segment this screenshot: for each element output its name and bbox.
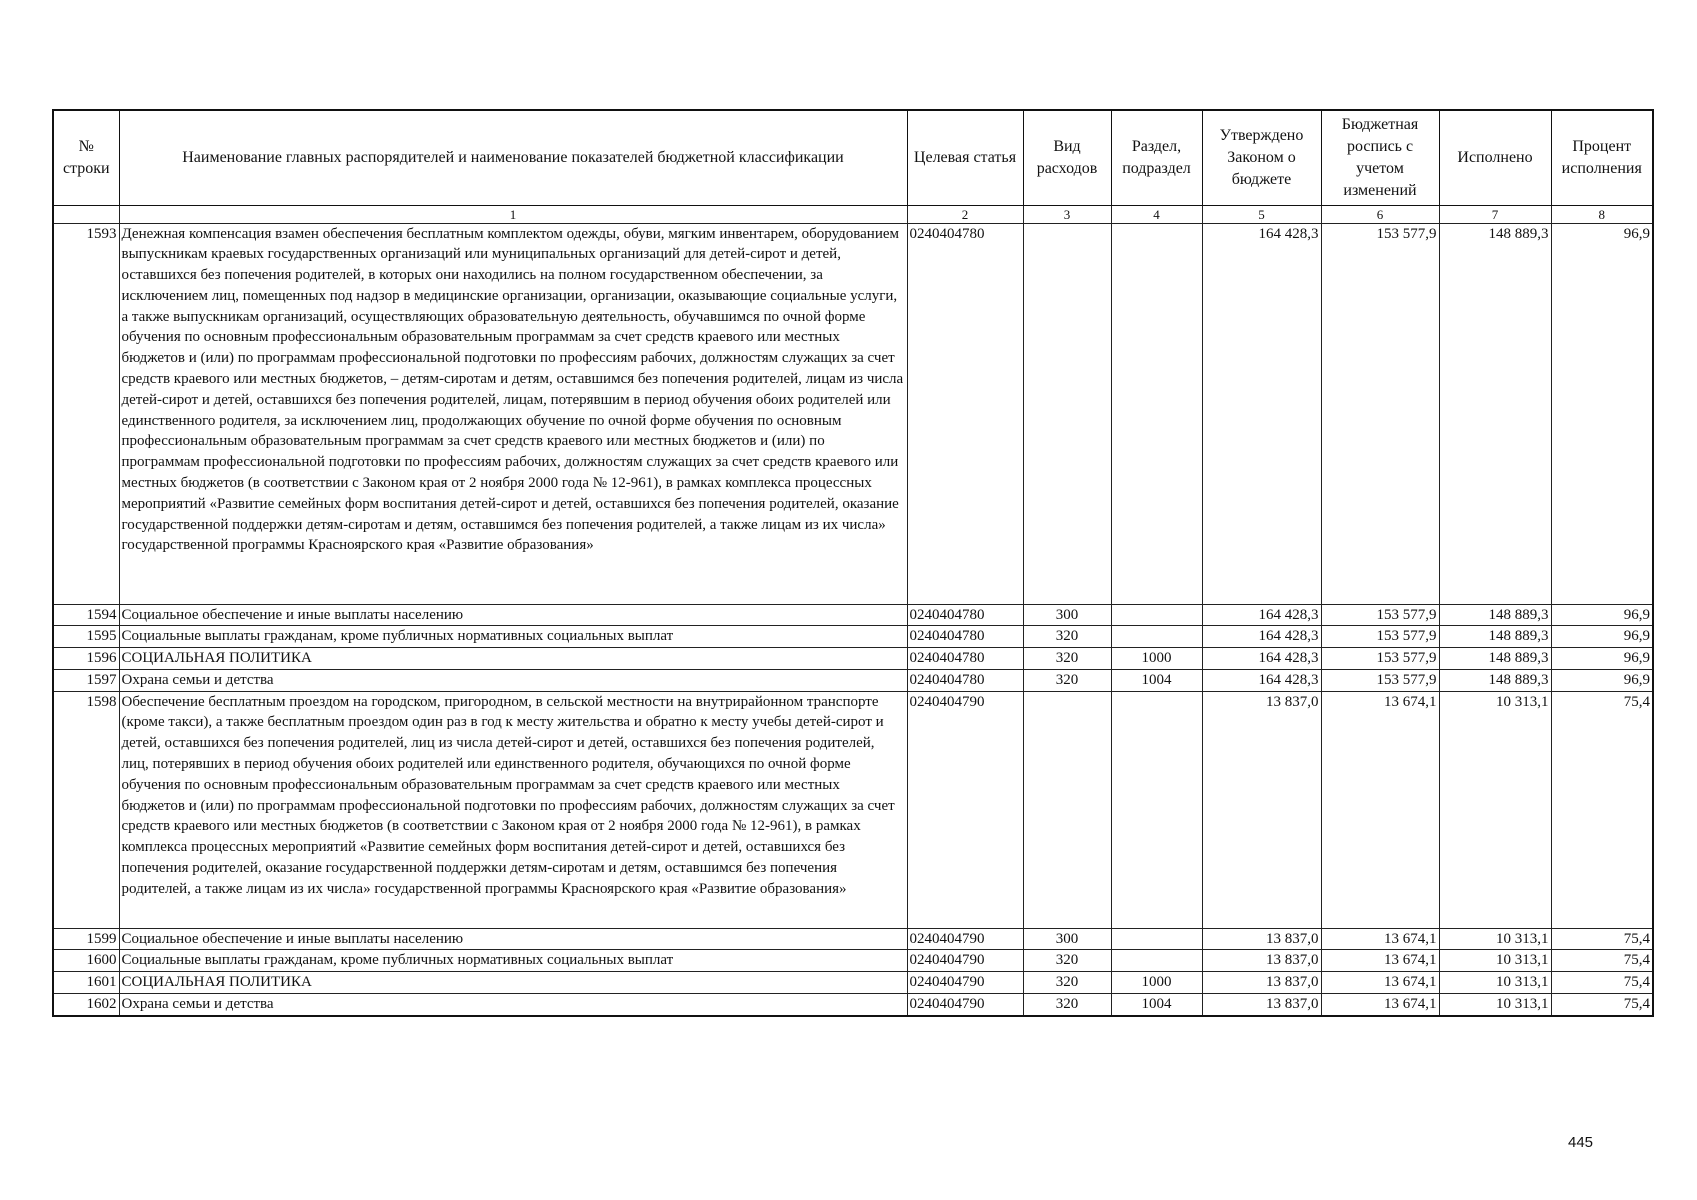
column-number-blank: [53, 205, 119, 223]
row-executed: 10 313,1: [1439, 994, 1551, 1016]
row-revised: 13 674,1: [1321, 691, 1439, 928]
table-row: [53, 994, 1653, 1016]
row-section: [1111, 928, 1202, 950]
row-revised: 153 577,9: [1321, 604, 1439, 626]
row-number: 1596: [53, 648, 119, 670]
row-target-article: 0240404780: [907, 223, 1023, 604]
row-number: 1593: [53, 223, 119, 604]
table-row: [53, 972, 1653, 994]
row-executed: 10 313,1: [1439, 950, 1551, 972]
header-approved: Утверждено Законом о бюджете: [1202, 110, 1321, 205]
row-revised: 153 577,9: [1321, 223, 1439, 604]
row-section: [1111, 950, 1202, 972]
row-number: 1601: [53, 972, 119, 994]
header-executed: Исполнено: [1439, 110, 1551, 205]
row-revised: 13 674,1: [1321, 950, 1439, 972]
row-name: Социальное обеспечение и иные выплаты населению: [119, 604, 907, 626]
row-expense-type: 320: [1023, 669, 1111, 691]
table-row: [53, 928, 1653, 950]
row-number: 1594: [53, 604, 119, 626]
budget-sheet: [52, 109, 1652, 1017]
row-approved: 13 837,0: [1202, 972, 1321, 994]
row-number: 1602: [53, 994, 119, 1016]
row-revised: 153 577,9: [1321, 626, 1439, 648]
row-executed: 148 889,3: [1439, 669, 1551, 691]
row-executed: 10 313,1: [1439, 972, 1551, 994]
header-revised: Бюджетная роспись с учетом изменений: [1321, 110, 1439, 205]
row-percent: 96,9: [1551, 223, 1653, 604]
row-approved: 164 428,3: [1202, 604, 1321, 626]
row-expense-type: [1023, 691, 1111, 928]
column-number: 2: [907, 205, 1023, 223]
table-row: [53, 648, 1653, 670]
row-name: Социальные выплаты гражданам, кроме публичных нормативных социальных выплат: [119, 950, 907, 972]
row-revised: 13 674,1: [1321, 928, 1439, 950]
row-name: Социальные выплаты гражданам, кроме публичных нормативных социальных выплат: [119, 626, 907, 648]
row-percent: 75,4: [1551, 691, 1653, 928]
column-number: 3: [1023, 205, 1111, 223]
row-percent: 75,4: [1551, 994, 1653, 1016]
row-approved: 164 428,3: [1202, 223, 1321, 604]
table-row: [53, 626, 1653, 648]
row-number: 1598: [53, 691, 119, 928]
column-number: 6: [1321, 205, 1439, 223]
row-percent: 75,4: [1551, 950, 1653, 972]
row-name: СОЦИАЛЬНАЯ ПОЛИТИКА: [119, 648, 907, 670]
row-revised: 13 674,1: [1321, 972, 1439, 994]
row-executed: 148 889,3: [1439, 626, 1551, 648]
row-target-article: 0240404780: [907, 648, 1023, 670]
row-executed: 10 313,1: [1439, 691, 1551, 928]
column-number: 5: [1202, 205, 1321, 223]
row-expense-type: 320: [1023, 626, 1111, 648]
row-approved: 13 837,0: [1202, 928, 1321, 950]
header-expense-type: Вид расходов: [1023, 110, 1111, 205]
row-approved: 13 837,0: [1202, 950, 1321, 972]
row-approved: 13 837,0: [1202, 994, 1321, 1016]
row-number: 1595: [53, 626, 119, 648]
row-number: 1600: [53, 950, 119, 972]
row-section: [1111, 223, 1202, 604]
table-row: [53, 669, 1653, 691]
row-section: [1111, 691, 1202, 928]
table-row: [53, 691, 1653, 928]
row-executed: 148 889,3: [1439, 604, 1551, 626]
column-number-row: [53, 205, 1653, 223]
row-expense-type: 320: [1023, 972, 1111, 994]
row-percent: 75,4: [1551, 972, 1653, 994]
row-section: 1000: [1111, 972, 1202, 994]
row-percent: 96,9: [1551, 648, 1653, 670]
header-target-article: Целевая статья: [907, 110, 1023, 205]
table-body: [53, 205, 1653, 1016]
row-section: 1004: [1111, 669, 1202, 691]
row-expense-type: 300: [1023, 604, 1111, 626]
row-name: Социальное обеспечение и иные выплаты населению: [119, 928, 907, 950]
row-target-article: 0240404790: [907, 928, 1023, 950]
row-expense-type: 320: [1023, 950, 1111, 972]
column-number: 4: [1111, 205, 1202, 223]
row-executed: 148 889,3: [1439, 223, 1551, 604]
row-approved: 164 428,3: [1202, 648, 1321, 670]
page-number: 445: [1568, 1134, 1594, 1151]
table-row: [53, 950, 1653, 972]
row-name: СОЦИАЛЬНАЯ ПОЛИТИКА: [119, 972, 907, 994]
row-percent: 75,4: [1551, 928, 1653, 950]
budget-table: [52, 109, 1654, 1017]
row-expense-type: [1023, 223, 1111, 604]
column-number: 8: [1551, 205, 1653, 223]
row-section: 1000: [1111, 648, 1202, 670]
row-revised: 153 577,9: [1321, 669, 1439, 691]
row-name: Охрана семьи и детства: [119, 669, 907, 691]
column-number: 1: [119, 205, 907, 223]
header-row-number: № строки: [53, 110, 119, 205]
table-header-row: [53, 110, 1653, 205]
row-target-article: 0240404790: [907, 950, 1023, 972]
header-section: Раздел, подраздел: [1111, 110, 1202, 205]
row-expense-type: 320: [1023, 994, 1111, 1016]
header-percent: Процент исполнения: [1551, 110, 1653, 205]
table-row: [53, 604, 1653, 626]
row-number: 1599: [53, 928, 119, 950]
row-approved: 164 428,3: [1202, 669, 1321, 691]
row-approved: 13 837,0: [1202, 691, 1321, 928]
row-percent: 96,9: [1551, 604, 1653, 626]
row-target-article: 0240404780: [907, 669, 1023, 691]
row-percent: 96,9: [1551, 669, 1653, 691]
row-section: [1111, 626, 1202, 648]
header-name: Наименование главных распорядителей и наименование показателей бюджетной классификации: [119, 110, 907, 205]
row-section: 1004: [1111, 994, 1202, 1016]
row-target-article: 0240404780: [907, 626, 1023, 648]
row-revised: 153 577,9: [1321, 648, 1439, 670]
row-expense-type: 300: [1023, 928, 1111, 950]
row-revised: 13 674,1: [1321, 994, 1439, 1016]
row-number: 1597: [53, 669, 119, 691]
table-row: [53, 223, 1653, 604]
row-expense-type: 320: [1023, 648, 1111, 670]
row-name: Денежная компенсация взамен обеспечения бесплатным комплектом одежды, обуви, мягким инвентарем, оборудованием выпускникам краевых государственных организаций или муниципальных организаций для детей-сирот и детей, оставшихся без попечения родителей, в которых они находились на полном государственном обеспечении, за исключением лиц, помещенных под надзор в медицинские организации, организации, оказывающие социальные услуги, а также выпускникам организаций, осуществляющих образовательную деятельность, обучавшимся по очной форме обучения по основным профессиональным образовательным программам за счет средств краевого или местных бюджетов и (или) по программам профессиональной подготовки по профессиям рабочих, должностям служащих за счет средств краевого или местных бюджетов, – детям-сиротам и детям, оставшимся без попечения родителей, лицам из числа детей-сирот и детей, оставшихся без попечения родителей, лицам, потерявшим в период обучения обоих родителей или единственного родителя, за исключением лиц, продолжающих обучение по очной форме обучения по основным профессиональным образовательным программам за счет средств краевого или местных бюджетов и (или) по программам профессиональной подготовки по профессиям рабочих, должностям служащих за счет средств краевого или местных бюджетов (в соответствии с Законом края от 2 ноября 2000 года № 12-961), в рамках комплекса процессных мероприятий «Развитие семейных форм воспитания детей-сирот и детей, оставшихся без попечения родителей, оказание государственной поддержки детям-сиротам и детям, оставшимся без попечения родителей, а также лицам из их числа» государственной программы Красноярского края «Развитие образования»: [119, 223, 907, 604]
row-percent: 96,9: [1551, 626, 1653, 648]
row-name: Обеспечение бесплатным проездом на городском, пригородном, в сельской местности на внутрирайонном транспорте (кроме такси), а также бесплатным проездом один раз в год к месту жительства и обратно к месту учебы детей-сирот и детей, оставшихся без попечения родителей, лиц из числа детей-сирот и детей, оставшихся без попечения родителей, лиц, потерявших в период обучения обоих родителей или единственного родителя, обучающихся по очной форме обучения по основным профессиональным образовательным программам за счет средств краевого или местных бюджетов и (или) по программам профессиональной подготовки по профессиям рабочих, должностям служащих за счет средств краевого или местных бюджетов (в соответствии с Законом края от 2 ноября 2000 года № 12-961), в рамках комплекса процессных мероприятий «Развитие семейных форм воспитания детей-сирот и детей, оставшихся без попечения родителей, оказание государственной поддержки детям-сиротам и детям, оставшимся без попечения родителей, а также лицам из их числа» государственной программы Красноярского края «Развитие образования»: [119, 691, 907, 928]
row-executed: 10 313,1: [1439, 928, 1551, 950]
row-target-article: 0240404780: [907, 604, 1023, 626]
row-name: Охрана семьи и детства: [119, 994, 907, 1016]
row-target-article: 0240404790: [907, 691, 1023, 928]
column-number: 7: [1439, 205, 1551, 223]
row-section: [1111, 604, 1202, 626]
row-executed: 148 889,3: [1439, 648, 1551, 670]
row-approved: 164 428,3: [1202, 626, 1321, 648]
row-target-article: 0240404790: [907, 972, 1023, 994]
row-target-article: 0240404790: [907, 994, 1023, 1016]
